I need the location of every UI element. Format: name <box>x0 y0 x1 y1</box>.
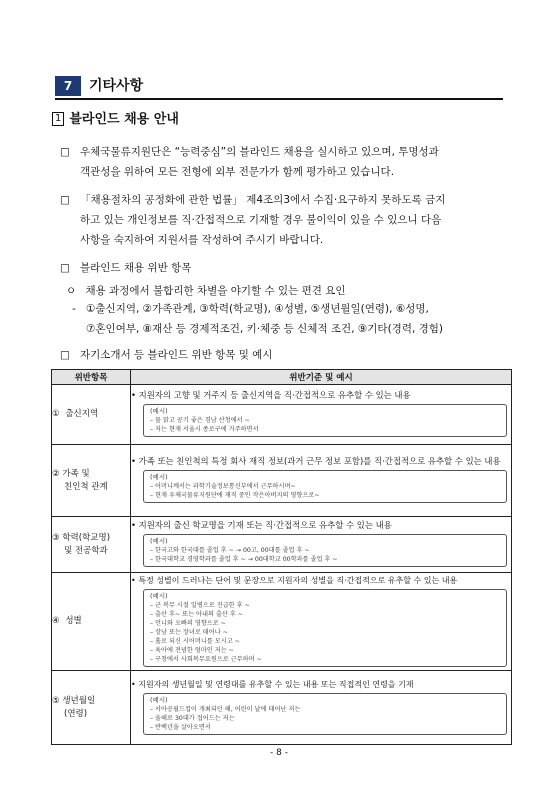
paragraph-line: 우체국물류지원단은 “능력중심”의 블라인드 채용을 실시하고 있으며, 투명성과 <box>80 146 439 158</box>
example-line: – 구청에서 사회복무요원으로 근무하며 ~ <box>150 655 262 663</box>
circle-bullet-icon: ㅇ <box>66 285 77 297</box>
example-line: – 현재 우체국물류지원단에 재직 중인 작은아버지의 영향으로~ <box>150 492 320 499</box>
subsection-number-box: 1 <box>52 112 64 126</box>
example-line: – 한국고와 한국대를 졸업 후 ~ → 00고, 00대를 졸업 후 ~ <box>150 547 310 554</box>
category-cell <box>52 385 131 445</box>
category-number: ② <box>52 468 60 479</box>
table-row <box>52 573 512 671</box>
section-title: 기타사항 <box>89 78 144 94</box>
category-cell <box>52 445 131 517</box>
example-line: – 장남 또는 장녀로 태어나 ~ <box>150 628 228 636</box>
criteria-text: • 지원자의 출신 학교명을 기재 또는 직·간접적으로 유추할 수 있는 내용 <box>131 520 392 530</box>
example-line: – 홀로 되신 시어머니를 모시고 ~ <box>150 637 240 645</box>
example-line: – 한국대학교 경영학과를 졸업 후 ~ → 00대학교 00학과를 졸업 후 ~ <box>150 556 338 563</box>
paragraph-line: 블라인드 채용 위반 항목 <box>80 262 192 274</box>
page-number: - 8 - <box>270 748 288 758</box>
category-cell <box>52 517 131 573</box>
bias-factor-list <box>72 299 516 339</box>
category-number: ⑤ <box>52 695 60 706</box>
section-header <box>55 76 503 98</box>
example-label: (예시) <box>150 407 168 415</box>
violation-table <box>51 369 512 745</box>
table-row <box>52 671 512 745</box>
criteria-text: • 가족 또는 친인척의 특정 회사 재직 정보(과거 근무 정보 포함)를 직·간접적으로 유추할 수 있는 내용 <box>131 456 501 466</box>
criteria-cell <box>131 385 512 445</box>
header-violation-item: 위반항목 <box>52 370 131 385</box>
table-header-row <box>52 370 512 385</box>
example-label: (예시) <box>150 473 168 481</box>
example-box <box>143 404 507 437</box>
category-number: ③ <box>52 532 60 543</box>
criteria-text: • 지원자의 생년월일 및 연령대를 유추할 수 있는 내용 또는 직접적인 연령을 기재 <box>131 679 414 689</box>
criteria-text: • 특정 성별이 드러나는 단어 및 문장으로 지원자의 성별을 직·간접적으로 유추할 수 있는 내용 <box>131 575 458 585</box>
category-cell <box>52 671 131 745</box>
example-label: (예시) <box>150 695 168 704</box>
example-line: – 물 맑고 공기 좋은 경남 산청에서 ~ <box>150 417 250 424</box>
example-line: – 육아에 전념한 엄마인 저는 ~ <box>150 646 234 654</box>
category-label: 생년월일 <box>62 695 96 706</box>
dash-bullet-icon: - <box>72 303 76 315</box>
paragraph-privacy-law <box>60 190 516 250</box>
criteria-text: • 지원자의 고향 및 거주지 등 출신지역을 직·간접적으로 유추할 수 있는 내용 <box>131 390 411 400</box>
bias-factor-bullet <box>66 281 516 301</box>
criteria-cell <box>131 671 512 745</box>
example-line: – 출산 후~ 또는 아내의 출산 후 ~ <box>150 610 243 618</box>
category-number: ① <box>52 409 60 419</box>
bias-factor-line: ⑦혼인여부, ⑧재산 등 경제적조건, 키·체중 등 신체적 조건, ⑨기타(경력, 경험) <box>86 323 444 335</box>
example-line: – 군 복무 시절 일병으로 진급한 후 ~ <box>150 601 250 609</box>
example-box <box>143 589 507 667</box>
table-row <box>52 517 512 573</box>
category-cell <box>52 573 131 671</box>
paragraph-blind-hiring <box>60 142 516 182</box>
category-label: 학력(학교명) <box>62 532 111 543</box>
example-box <box>143 470 507 503</box>
paragraph-line: 하고 있는 개인정보를 직·간접적으로 기재할 경우 불이익이 있을 수 있으니 다음 <box>80 214 442 226</box>
table-row <box>52 385 512 445</box>
bias-factor-text: 채용 과정에서 불합리한 차별을 야기할 수 있는 편견 요인 <box>85 285 346 297</box>
paragraph-line: 사항을 숙지하여 지원서를 작성하여 주시기 바랍니다. <box>80 234 324 246</box>
square-bullet-icon: □ <box>60 146 70 158</box>
category-label: 성별 <box>65 616 82 626</box>
example-line: – 서아공월드컵이 개최되던 해, 어린이 날에 태어난 저는 <box>150 705 301 713</box>
example-label: (예시) <box>150 591 168 600</box>
paragraph-line: 「채용절차의 공정화에 관한 법률」 제4조의3에서 수집·요구하지 못하도록 금지 <box>80 194 446 206</box>
square-bullet-icon: □ <box>60 194 70 206</box>
square-bullet-icon: □ <box>60 349 70 361</box>
bias-factor-line: ①출신지역, ②가족관계, ③학력(학교명), ④성별, ⑤생년월일(연령), ⑥성명, <box>86 303 429 315</box>
section-divider <box>55 98 503 100</box>
example-box <box>143 534 507 567</box>
example-label: (예시) <box>150 537 168 545</box>
category-label: 친인척 관계 <box>64 481 108 492</box>
subsection-heading <box>52 111 179 129</box>
criteria-cell <box>131 517 512 573</box>
category-label: 출신지역 <box>65 409 99 419</box>
paragraph-violation-items <box>60 258 516 278</box>
square-bullet-icon: □ <box>60 262 70 274</box>
criteria-cell <box>131 445 512 517</box>
example-box <box>143 693 507 735</box>
table-intro-text: 자기소개서 등 블라인드 위반 항목 및 예시 <box>80 349 273 361</box>
example-line: – 올해로 30대가 접어드는 저는 <box>150 714 235 722</box>
category-label: (연령) <box>64 708 88 719</box>
category-label: 및 전공학과 <box>64 545 108 556</box>
category-number: ④ <box>52 616 60 626</box>
header-criteria-examples: 위반기준 및 예시 <box>131 370 512 385</box>
paragraph-line: 객관성을 위하여 모든 전형에 외부 전문가가 함께 평가하고 있습니다. <box>80 166 395 178</box>
table-row <box>52 445 512 517</box>
category-label: 가족 및 <box>62 468 90 479</box>
example-line: – 어머니께서는 과학기술정보통신부에서 근무하시며~ <box>150 483 296 490</box>
criteria-cell <box>131 573 512 671</box>
example-line: – 반백년을 살아오면서 <box>150 723 211 731</box>
example-line: – 저는 현재 서울시 종로구에 거주하면서 <box>150 426 259 433</box>
subsection-title: 블라인드 채용 안내 <box>69 112 179 127</box>
example-line: – 언니와 오빠의 영향으로 ~ <box>150 619 226 627</box>
table-intro <box>60 345 516 365</box>
section-number-badge: 7 <box>55 76 81 96</box>
